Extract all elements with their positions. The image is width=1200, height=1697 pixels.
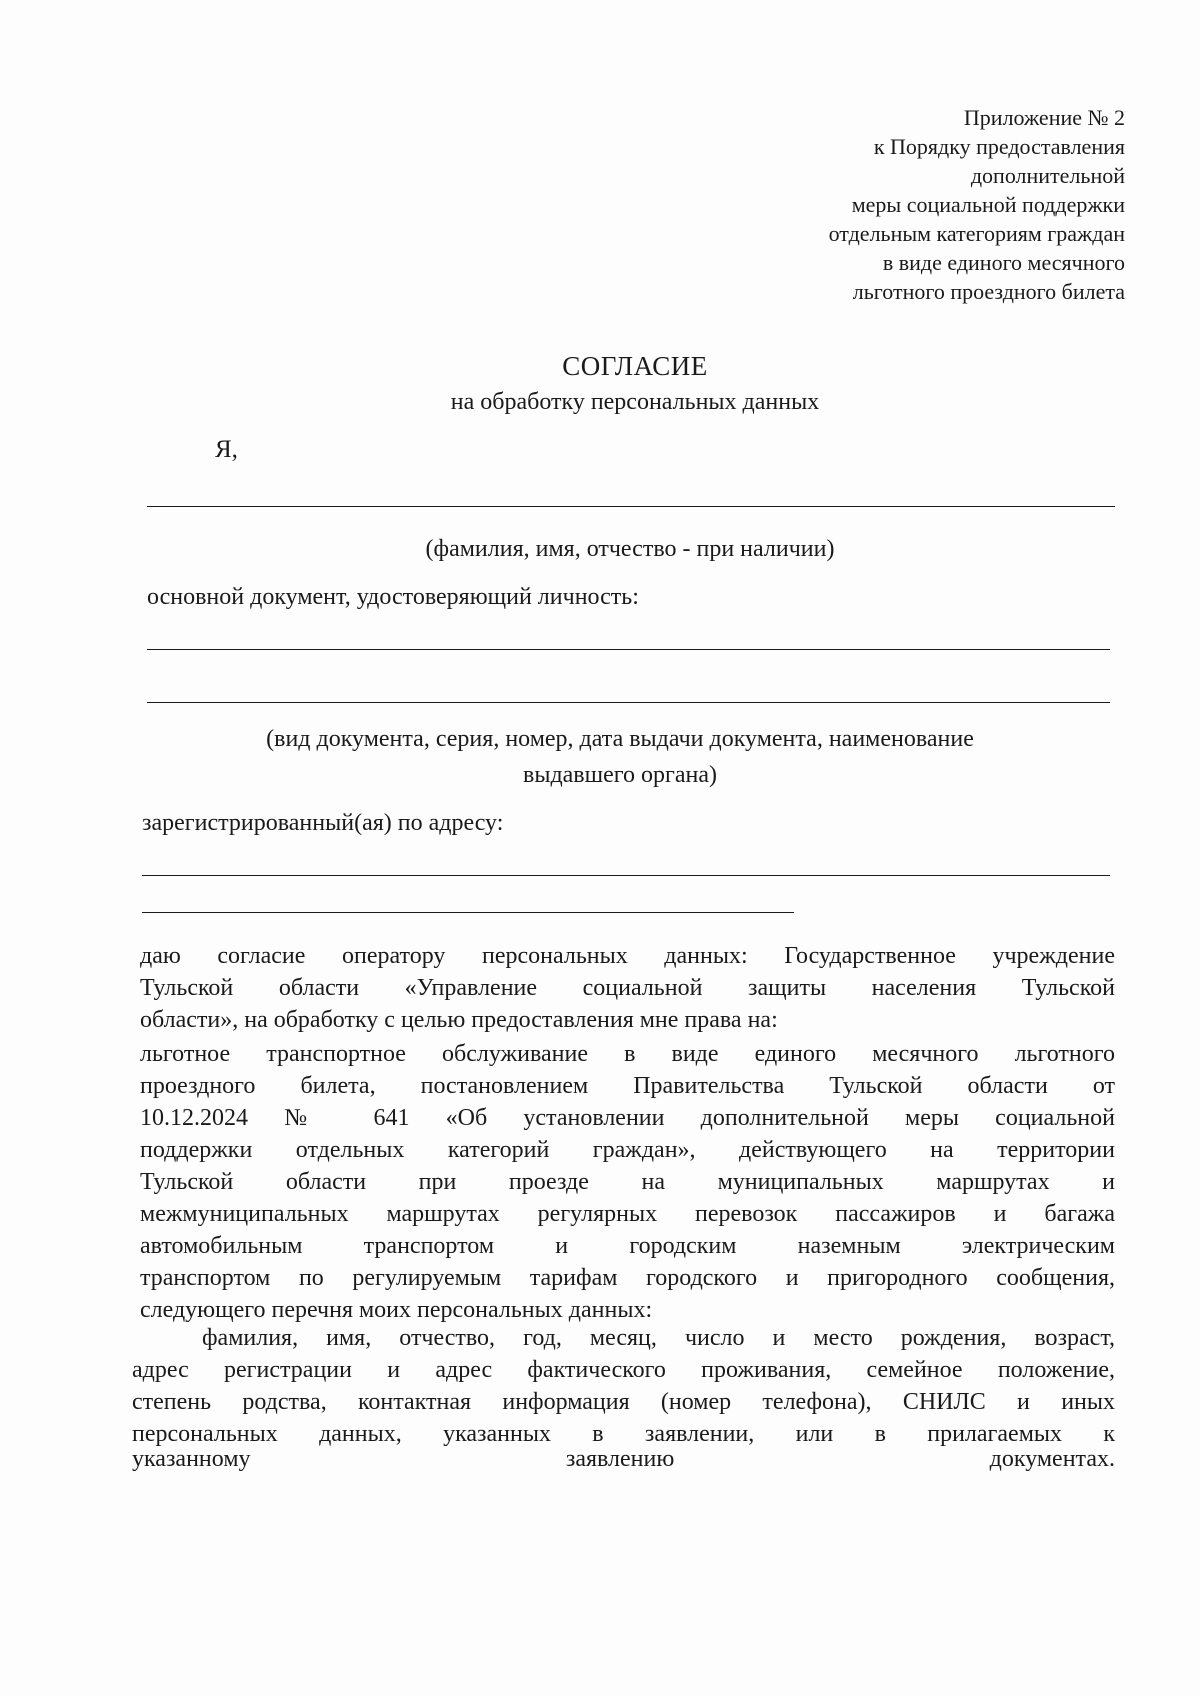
text-line: поддержки отдельных категорий граждан», действующего на территории — [140, 1137, 1115, 1163]
consent-final-line — [132, 1446, 1115, 1473]
text-line: персональных данных, указанных в заявлении, или в прилагаемых к — [132, 1421, 1115, 1447]
consent-paragraph-3 — [132, 1322, 1115, 1450]
address-fill-line-1[interactable] — [142, 875, 1110, 876]
text-line: 10.12.2024 № 641 «Об установлении дополнительной меры социальной — [140, 1105, 1115, 1131]
text-line: следующего перечня моих персональных данных: — [140, 1297, 653, 1323]
fio-caption: (фамилия, имя, отчество - при наличии) — [425, 536, 835, 562]
text-line: адрес регистрации и адрес фактического проживания, семейное положение, — [132, 1357, 1115, 1383]
text-line: области», на обработку с целью предоставления мне права на: — [140, 1007, 778, 1033]
id-document-fill-line-1[interactable] — [147, 649, 1110, 650]
text-line: даю согласие оператору персональных данных: Государственное учреждение — [140, 943, 1115, 969]
text-line: Тульской области «Управление социальной защиты населения Тульской — [140, 975, 1115, 1001]
consent-paragraph-2 — [140, 1038, 1115, 1326]
header-line: дополнительной — [970, 163, 1125, 188]
consent-paragraph-1 — [140, 940, 1115, 1036]
fio-fill-line[interactable] — [147, 506, 1115, 507]
id-document-fill-line-2[interactable] — [147, 702, 1110, 703]
text-line: транспортом по регулируемым тарифам городского и пригородного сообщения, — [140, 1265, 1115, 1291]
text-line: межмуниципальных маршрутах регулярных перевозок пассажиров и багажа — [140, 1201, 1115, 1227]
header-line: меры социальной поддержки — [851, 192, 1125, 217]
text-line: льготное транспортное обслуживание в виде единого месячного льготного — [140, 1041, 1115, 1067]
text-word: документах. — [989, 1446, 1115, 1472]
text-line: автомобильным транспортом и городским наземным электрическим — [140, 1233, 1115, 1259]
document-title: СОГЛАСИЕ — [562, 351, 708, 381]
text-line: степень родства, контактная информация (номер телефона), СНИЛС и иных — [132, 1389, 1115, 1415]
text-line: фамилия, имя, отчество, год, месяц, число и место рождения, возраст, — [202, 1325, 1115, 1351]
header-line: Приложение № 2 — [963, 105, 1125, 130]
id-document-caption — [180, 721, 1060, 793]
address-fill-line-2[interactable] — [142, 912, 794, 913]
intro-text: Я, — [215, 436, 238, 463]
address-label: зарегистрированный(ая) по адресу: — [142, 810, 504, 836]
header-line: льготного проездного билета — [852, 279, 1125, 304]
text-line: Тульской области при проезде на муниципальных маршрутах и — [140, 1169, 1115, 1195]
text-word: указанному — [132, 1446, 251, 1472]
id-document-label: основной документ, удостоверяющий личность: — [147, 584, 639, 610]
caption-line: (вид документа, серия, номер, дата выдачи документа, наименование — [266, 726, 974, 752]
header-line: в виде единого месячного — [882, 250, 1125, 275]
text-line: проездного билета, постановлением Правительства Тульской области от — [140, 1073, 1115, 1099]
caption-line: выдавшего органа) — [522, 762, 717, 788]
appendix-header — [829, 103, 1125, 306]
header-line: к Порядку предоставления — [873, 134, 1125, 159]
text-word: заявлению — [565, 1446, 675, 1472]
header-line: отдельным категориям граждан — [828, 221, 1125, 246]
document-subtitle: на обработку персональных данных — [450, 389, 820, 415]
